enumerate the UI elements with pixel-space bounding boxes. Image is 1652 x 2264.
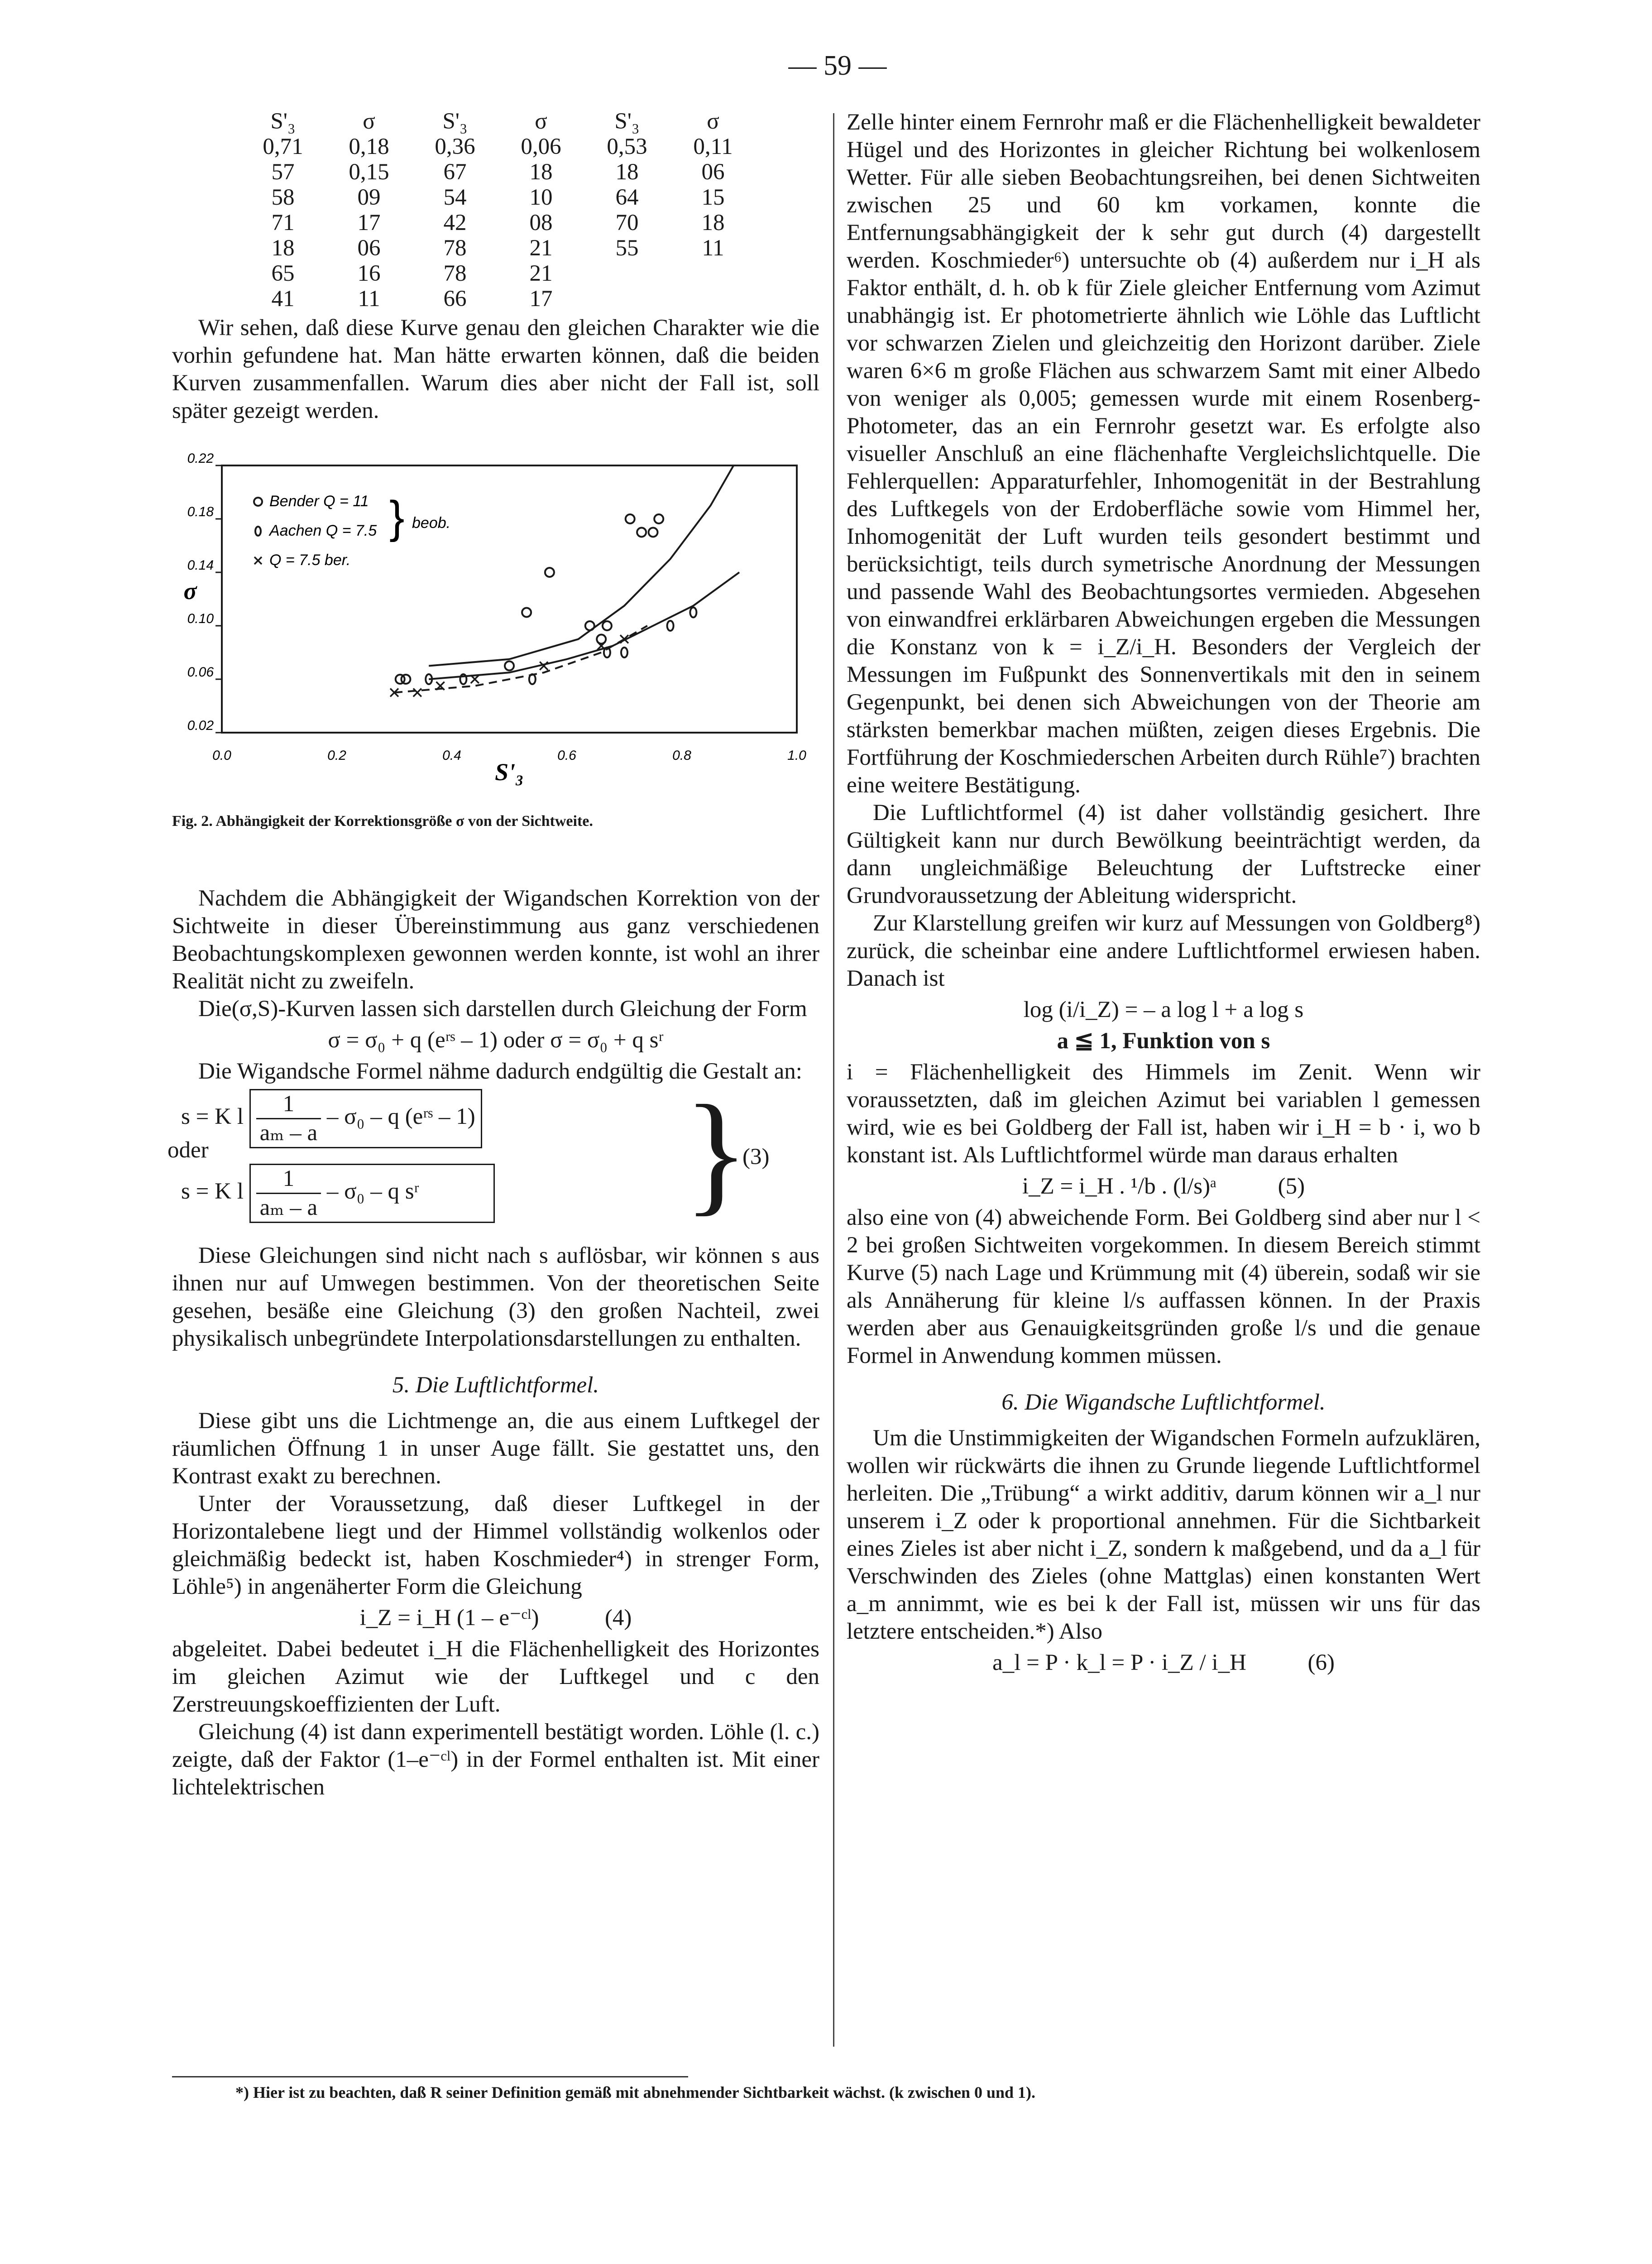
data-point-circle bbox=[626, 514, 635, 523]
table-cell: 0,15 bbox=[349, 159, 389, 185]
data-point-circle bbox=[505, 662, 514, 671]
left-column bbox=[168, 109, 819, 1801]
eq-part: – σ₀ – q (eʳˢ – 1) bbox=[326, 1104, 475, 1130]
data-point-zero bbox=[667, 621, 674, 631]
equation-6 bbox=[847, 1649, 1480, 1677]
equation-label: (6) bbox=[1307, 1650, 1335, 1675]
data-point-zero bbox=[621, 648, 627, 657]
table-cell: 58 bbox=[271, 185, 295, 210]
eq-part: i_Z = i_H . ¹/b . (l/s)ᵃ bbox=[1022, 1174, 1217, 1199]
section-heading: 6. Die Wigandsche Luftlichtformel. bbox=[1001, 1390, 1326, 1415]
equation-label: (3) bbox=[742, 1144, 770, 1170]
table-cell: 17 bbox=[357, 210, 381, 235]
column-divider bbox=[833, 113, 834, 2047]
paragraph: abgeleitet. Dabei bedeutet i_H die Flächenhelligkeit des Horizontes im gleichen Azimut wie der Luftkegel und c den Zerstreuungskoeffizienten der Luft. bbox=[172, 1636, 819, 1717]
paragraph: Die(σ,S)-Kurven lassen sich darstellen durch Gleichung der Form bbox=[198, 996, 807, 1022]
table-cell: 64 bbox=[615, 185, 639, 210]
figure-caption: Fig. 2. Abhängigkeit der Korrektionsgröße σ von der Sichtweite. bbox=[172, 813, 593, 830]
table-cell: 06 bbox=[357, 235, 381, 261]
bracket bbox=[249, 1089, 482, 1148]
y-tick-label: 0.22 bbox=[187, 451, 214, 466]
data-point-zero bbox=[690, 608, 696, 618]
table-header-cell: S'₃ bbox=[442, 109, 468, 134]
legend-marker-circle bbox=[254, 498, 262, 506]
y-tick-label: 0.14 bbox=[187, 558, 214, 573]
table-row bbox=[240, 185, 756, 210]
table-cell: 0,36 bbox=[435, 134, 475, 159]
data-point-circle bbox=[545, 568, 554, 577]
table-cell: 71 bbox=[271, 210, 295, 235]
table-cell: 0,18 bbox=[349, 134, 389, 159]
table-row bbox=[240, 134, 756, 159]
legend-brace: } bbox=[389, 492, 405, 542]
paragraph: also eine von (4) abweichende Form. Bei Goldberg sind aber nur l < 2 bei großen Sichtweiten vorgekommen. In diesem Bereich stimmt Kurve (5) nach Lage und Krümmung mit (4) überein, sodaß wir sie als Annäherung für kleine l/s auffassen können. In der Praxis werden aber aus Genauigkeitsgründen große l/s und die genaue Formel in Anwendung kommen müssen. bbox=[847, 1205, 1480, 1368]
table-row bbox=[240, 210, 756, 235]
table-cell: 57 bbox=[271, 159, 295, 185]
x-tick-label: 0.2 bbox=[327, 748, 346, 763]
data-point-circle bbox=[637, 528, 646, 537]
eq-part: s = K l bbox=[181, 1104, 244, 1130]
table-cell: 08 bbox=[529, 210, 553, 235]
y-axis-label: σ bbox=[183, 577, 197, 604]
data-point-cross bbox=[413, 689, 421, 697]
equation-3 bbox=[168, 1077, 819, 1238]
table-cell: 0,53 bbox=[607, 134, 647, 159]
paragraph: Die Wigandsche Formel nähme dadurch endgültig die Gestalt an: bbox=[198, 1059, 802, 1084]
table-cell: 18 bbox=[615, 159, 639, 185]
table-header-row bbox=[240, 109, 756, 134]
table-cell bbox=[584, 286, 670, 312]
table-cell: 0,71 bbox=[263, 134, 303, 159]
footnote: *) Hier ist zu beachten, daß R seiner Definition gemäß mit abnehmender Sichtbarkeit wächst. (k zwischen 0 und 1). bbox=[235, 2083, 1036, 2101]
table-cell: 66 bbox=[443, 286, 467, 312]
legend-entry-label: Q = 7.5 ber. bbox=[269, 552, 351, 569]
table-row bbox=[240, 286, 756, 312]
table-cell: 0,11 bbox=[693, 134, 733, 159]
table-cell: 10 bbox=[529, 185, 553, 210]
figure-2 bbox=[172, 452, 819, 803]
y-tick-label: 0.06 bbox=[187, 665, 214, 680]
numerator: 1 bbox=[256, 1090, 321, 1119]
denominator: aₘ – a bbox=[259, 1195, 318, 1220]
legend-entry-label: Bender Q = 11 bbox=[269, 493, 369, 510]
paragraph: Gleichung (4) ist dann experimentell bestätigt worden. Löhle (l. c.) zeigte, daß der Faktor (1–e⁻ᶜˡ) in der Formel enthalten ist. Mit einer lichtelektrischen bbox=[172, 1719, 819, 1800]
y-tick-label: 0.02 bbox=[187, 718, 214, 733]
paragraph: Die Luftlichtformel (4) ist daher vollständig gesichert. Ihre Gültigkeit kann nur durch Bewölkung beeinträchtigt werden, da dann ungleichmäßige Beleuchtung der Luftstrecke einer Grundvoraussetzung der Ableitung widerspricht. bbox=[847, 800, 1480, 908]
table-cell bbox=[670, 286, 756, 312]
equation: log (i/i_Z) = – a log l + a log s bbox=[1023, 997, 1304, 1022]
x-tick-label: 0.8 bbox=[672, 748, 691, 763]
oder-label: oder bbox=[168, 1137, 209, 1163]
table-cell: 17 bbox=[529, 286, 553, 312]
eq-part: – σ₀ – q sʳ bbox=[326, 1179, 419, 1204]
table-header-cell: σ bbox=[707, 109, 719, 134]
data-point-cross bbox=[471, 675, 479, 683]
table-cell: 21 bbox=[529, 235, 553, 261]
equation-3a bbox=[181, 1089, 482, 1148]
paragraph: Diese gibt uns die Lichtmenge an, die aus einem Luftkegel der räumlichen Öffnung 1 in unser Auge fällt. Sie gestattet uns, den Kontrast exakt zu berechnen. bbox=[172, 1408, 819, 1489]
x-tick-label: 0.6 bbox=[557, 748, 576, 763]
denominator: aₘ – a bbox=[259, 1120, 318, 1146]
table-cell: 0,06 bbox=[521, 134, 561, 159]
table-header-cell: S'₃ bbox=[614, 109, 640, 134]
table-cell: 11 bbox=[358, 286, 380, 312]
curve-solid bbox=[429, 465, 733, 666]
equation-4 bbox=[172, 1604, 819, 1632]
equation-3b bbox=[181, 1164, 495, 1223]
table-cell: 11 bbox=[702, 235, 724, 261]
fraction bbox=[256, 1090, 321, 1147]
paragraph: Zur Klarstellung greifen wir kurz auf Messungen von Goldberg⁸) zurück, die scheinbar eine andere Luftlichtformel erwiesen haben. Danach ist bbox=[847, 911, 1480, 991]
table-cell bbox=[584, 261, 670, 286]
fraction bbox=[256, 1165, 321, 1222]
table-cell: 67 bbox=[443, 159, 467, 185]
x-tick-label: 1.0 bbox=[787, 748, 806, 763]
legend-entry-label: Aachen Q = 7.5 bbox=[269, 522, 377, 539]
paragraph: Um die Unstimmigkeiten der Wigandschen Formeln aufzuklären, wollen wir rückwärts die ihnen zu Grunde liegende Luftlichtformel herleiten. Die „Trübung“ a wirkt additiv, darum können wir a_l nur unserem i_Z oder k proportional annehmen. Für die Sichtbarkeit eines Zieles ist aber nicht i_Z, sondern k maßgebend, und da a_l für Verschwinden des Zieles (ohne Mattglas) einen konstanten Wert a_m annimmt, wie es bei k der Fall ist, müssen wir uns für das letztere entscheiden.*) Also bbox=[847, 1425, 1480, 1644]
bracket bbox=[249, 1164, 495, 1223]
table-cell: 54 bbox=[443, 185, 467, 210]
data-point-circle bbox=[649, 528, 658, 537]
table-cell: 16 bbox=[357, 261, 381, 286]
table-row bbox=[240, 159, 756, 185]
equation-5 bbox=[847, 1173, 1480, 1200]
y-tick-label: 0.10 bbox=[187, 611, 214, 626]
table-header-cell: S'₃ bbox=[270, 109, 296, 134]
eq-part: s = K l bbox=[181, 1179, 244, 1204]
curve-solid bbox=[429, 572, 739, 679]
table-cell: 18 bbox=[271, 235, 295, 261]
section-heading: 5. Die Luftlichtformel. bbox=[392, 1372, 599, 1398]
table-cell: 78 bbox=[443, 235, 467, 261]
brace-glyph: } bbox=[684, 1077, 749, 1228]
paragraph: Wir sehen, daß diese Kurve genau den gleichen Charakter wie die vorhin gefundene hat. Man hätte erwarten können, daß die beiden Kurven zusammenfallen. Warum dies aber nicht der Fall ist, soll später gezeigt werden. bbox=[172, 315, 819, 423]
table-row bbox=[240, 261, 756, 286]
paragraph: i = Flächenhelligkeit des Himmels im Zenit. Wenn wir voraussetzten, daß im gleichen Azimut bei variablen l gemessen wird, wie es bei Goldberg der Fall ist, haben wir i_H = b · i, wo b konstant ist. Als Luftlichtformel würde man daraus erhalten bbox=[847, 1060, 1480, 1168]
legend-brace-label: beob. bbox=[412, 514, 451, 532]
table-row bbox=[240, 235, 756, 261]
eq-part: a_l = P · k_l = P · i_Z / i_H bbox=[992, 1650, 1246, 1675]
page-number: — 59 — bbox=[788, 50, 887, 81]
table-cell: 41 bbox=[271, 286, 295, 312]
data-point-circle bbox=[522, 608, 531, 617]
equation-label: (4) bbox=[604, 1605, 632, 1631]
data-point-circle bbox=[603, 621, 612, 630]
equation: σ = σ₀ + q (eʳˢ – 1) oder σ = σ₀ + q sʳ bbox=[328, 1027, 664, 1053]
chart-svg bbox=[172, 451, 806, 796]
x-axis-label: S'₃ bbox=[495, 758, 524, 786]
data-point-circle bbox=[654, 514, 663, 523]
x-tick-label: 0.4 bbox=[442, 748, 461, 763]
table-cell bbox=[670, 261, 756, 286]
table-cell: 18 bbox=[701, 210, 725, 235]
table-header-cell: σ bbox=[535, 109, 547, 134]
table-cell: 15 bbox=[701, 185, 725, 210]
table-cell: 42 bbox=[443, 210, 467, 235]
data-point-circle bbox=[401, 675, 410, 684]
table-cell: 21 bbox=[529, 261, 553, 286]
equation: a ≦ 1, Funktion von s bbox=[1057, 1028, 1270, 1054]
table-cell: 70 bbox=[615, 210, 639, 235]
eq-part: i_Z = i_H (1 – e⁻ᶜˡ) bbox=[359, 1605, 539, 1631]
paragraph: Zelle hinter einem Fernrohr maß er die Flächenhelligkeit bewaldeter Hügel und des Horizontes in gleicher Richtung bei wolkenlosem Wetter. Für alle sieben Beobachtungsreihen, bei denen Sichtweiten zwischen 25 und 60 km vorkamen, konnte die Entfernungsabhängigkeit der k sehr gut durch (4) dargestellt werden. Koschmieder⁶) untersuchte ob (4) außerdem nur i_H als Faktor enthält, d. h. ob k für Ziele gleicher Entfernung vom Azimut unabhängig ist. Er photometrierte ähnlich wie Löhle das Luftlicht vor schwarzen Zielen und gleichzeitig den Horizont darüber. Ziele waren 6×6 m große Flächen aus schwarzem Samt mit einer Albedo von weniger als 0,005; gemessen wurde mit einem Rosenberg-Photometer, das an ein Fernrohr gesetzt war. Es erfolgte also visueller Anschluß an eine flächenhafte Vergleichslichtquelle. Die Fehlerquellen: Apparaturfehler, Inhomogenität in der Bestrahlung des Luftkegels von der Erdoberfläche sowie vom Himmel her, Inhomogenität der Luft wurden teils gesondert bestimmt und berücksichtigt, teils durch symetrische Anordnung der Messungen und passende Wahl des Beobachtungsortes vermieden. Abgesehen von einwandfrei erklärbaren Abweichungen ergeben die Messungen die Konstanz von k = i_Z/i_H. Besonders der Vergleich der Messungen im Fußpunkt des Sonnenvertikals mit den in seinem Gegenpunkt, bei denen sich Abweichungen von der Theorie am stärksten bemerkbar machen müßten, zeigen dieses Ergebnis. Die Fortführung der Koschmiederschen Arbeiten durch Rühle⁷) brachten eine weitere Bestätigung. bbox=[847, 110, 1481, 798]
numerator: 1 bbox=[256, 1165, 321, 1194]
paragraph: Diese Gleichungen sind nicht nach s auflösbar, wir können s aus ihnen nur auf Umwegen bestimmen. Von der theoretischen Seite gesehen, besäße eine Gleichung (3) den großen Nachteil, zwei physikalisch unbegründete Interpolationsdarstellungen zu enthalten. bbox=[172, 1243, 819, 1351]
table-cell: 18 bbox=[529, 159, 553, 185]
paragraph: Nachdem die Abhängigkeit der Wigandschen Korrektion von der Sichtweite in dieser Übereinstimmung aus ganz verschiedenen Beobachtungskomplexen gewonnen werden konnte, ist wohl an ihrer Realität nicht zu zweifeln. bbox=[172, 886, 819, 994]
x-tick-label: 0.0 bbox=[212, 748, 231, 763]
curve-dashed bbox=[394, 626, 647, 693]
equation-label: (5) bbox=[1278, 1174, 1305, 1199]
table-cell: 78 bbox=[443, 261, 467, 286]
data-table bbox=[240, 109, 756, 312]
table-cell: 06 bbox=[701, 159, 725, 185]
table-header-cell: σ bbox=[363, 109, 375, 134]
footnote-rule bbox=[172, 2076, 688, 2077]
table-cell: 55 bbox=[615, 235, 639, 261]
table-cell: 09 bbox=[357, 185, 381, 210]
legend-marker-cross bbox=[254, 557, 262, 564]
right-column bbox=[847, 109, 1480, 1680]
paragraph: Unter der Voraussetzung, daß dieser Luftkegel in der Horizontalebene liegt und der Himmel vollständig wolkenlos oder gleichmäßig bedeckt ist, haben Koschmieder⁴) in strenger Form, Löhle⁵) in angenäherter Form die Gleichung bbox=[172, 1491, 819, 1599]
data-point-circle bbox=[585, 621, 594, 630]
legend-marker-zero bbox=[255, 527, 261, 536]
table-cell: 65 bbox=[271, 261, 295, 286]
y-tick-label: 0.18 bbox=[187, 504, 214, 519]
data-point-zero bbox=[529, 674, 536, 684]
